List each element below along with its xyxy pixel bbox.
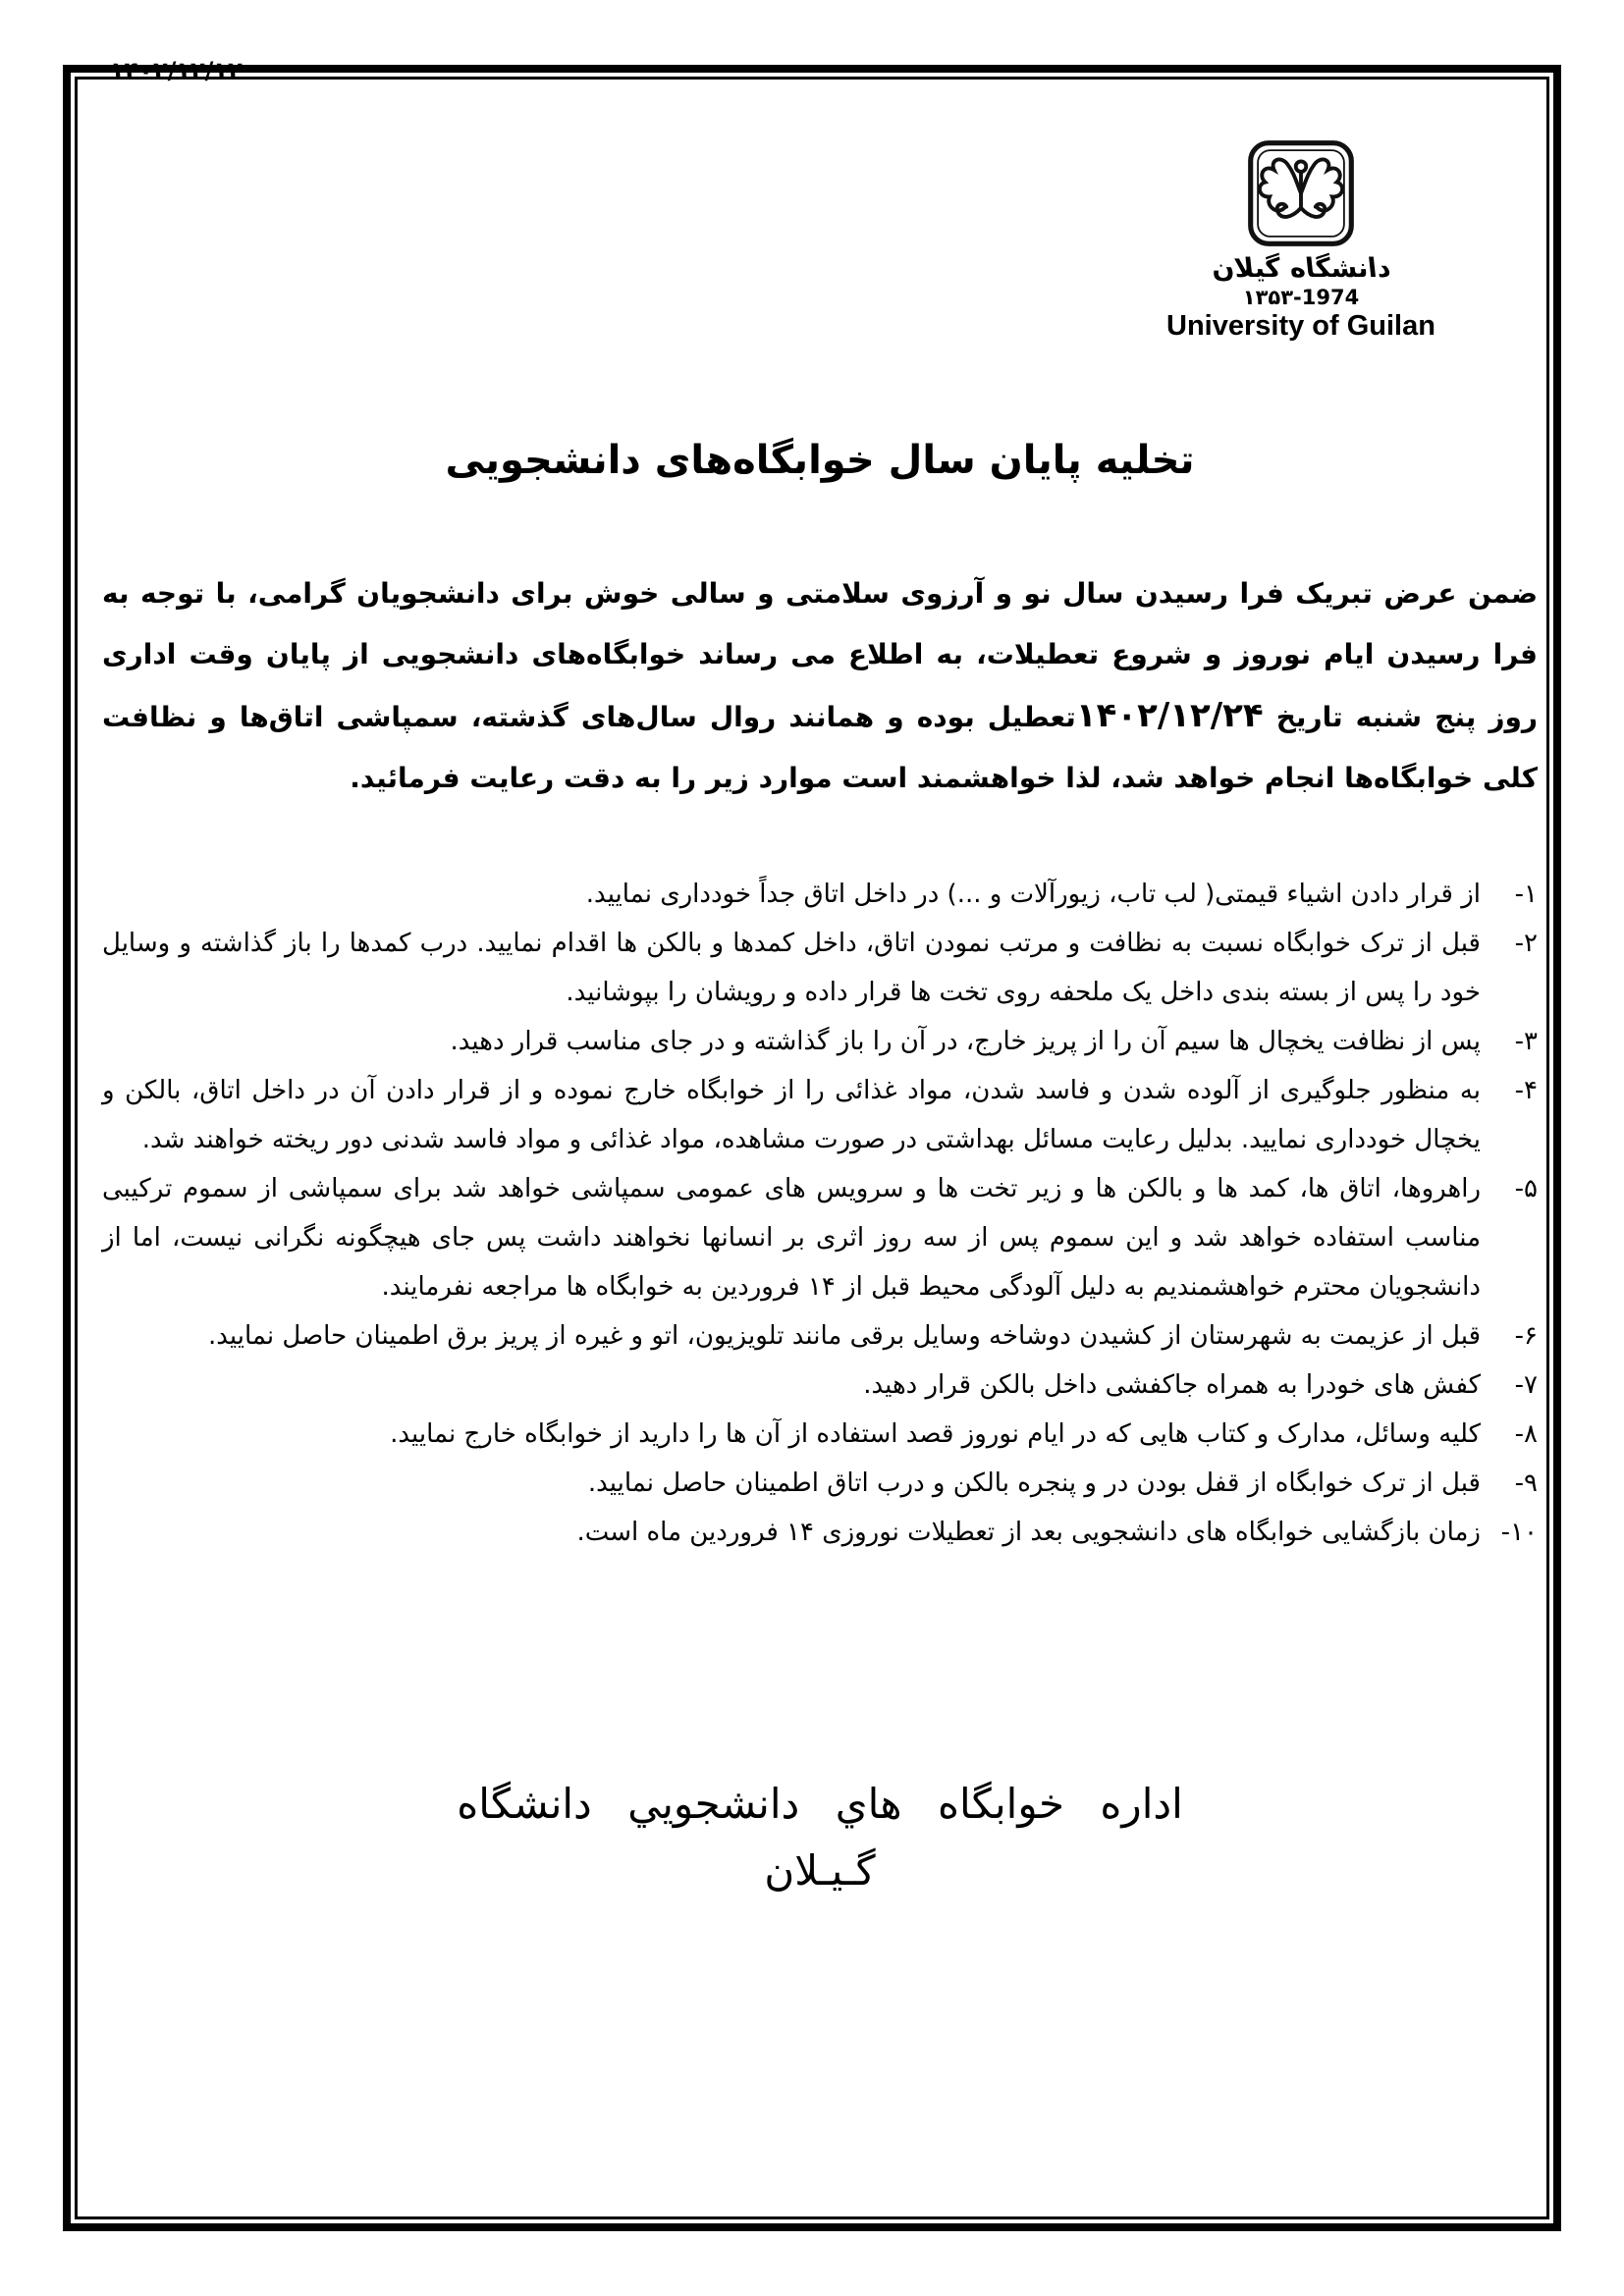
list-item-9	[102, 1459, 1538, 1508]
item-text: کلیه وسائل، مدارک و کتاب هایی که در ایام نوروز قصد استفاده از آن ها را دارید از خوابگاه خارج نمایید.	[390, 1419, 1481, 1449]
item-number: ۱۰-	[1500, 1518, 1538, 1547]
list-item-8	[102, 1410, 1538, 1459]
signature-city-name: گـيـلان	[764, 1846, 876, 1895]
item-number: ۹-	[1514, 1468, 1538, 1498]
item-text: راهروها، اتاق ها، کمد ها و بالکن ها و زیر تخت ها و سرویس های عمومی سمپاشی خواهد شد برای سمپاشی از سموم ترکیبی مناسب استفاده خواهد شد و این سموم پس از سه روز اثری بر انسانها نخواهند داشت پس جای هیچگونه نگرانی نیست، اما از دانشجویان محترم خواهشمندیم به دلیل آلودگی محیط قبل از ۱۴ فروردین به خوابگاه ها مراجعه نفرمایند.	[102, 1174, 1481, 1302]
document-title: تخلیه پایان سال خوابگاه‌های دانشجویی	[445, 438, 1195, 483]
university-logo	[1159, 137, 1443, 343]
item-text: از قرار دادن اشیاء قیمتی( لب تاب، زیورآلات و ...) در داخل اتاق جداً خودداری نمایید.	[585, 880, 1481, 909]
instructions-list	[102, 870, 1538, 1557]
item-text: پس از نظافت یخچال ها سیم آن را از پریز خارج، در آن را باز گذاشته و در جای مناسب قرار دهید.	[450, 1027, 1481, 1056]
university-emblem-icon	[1245, 137, 1357, 249]
logo-english-name: University of Guilan	[1166, 310, 1435, 342]
signature-block	[102, 1769, 1538, 1902]
dormitory-closure-date: ۱۴۰۲/۱۲/۲۴	[1075, 696, 1264, 735]
item-number: ۷-	[1514, 1370, 1538, 1400]
item-number: ۲-	[1514, 929, 1538, 958]
item-text: کفش های خودرا به همراه جاکفشی داخل بالکن قرار دهید.	[863, 1370, 1481, 1400]
list-item-10	[102, 1508, 1538, 1557]
list-item-5	[102, 1164, 1538, 1311]
item-number: ۳-	[1514, 1027, 1538, 1056]
logo-founding-years: ۱۳۵۳-1974	[1242, 286, 1360, 309]
intro-text-after-date: تعطیل بوده و همانند روال سال‌های گذشته، سمپاشی اتاق‌ها و نظافت کلی خوابگاه‌ها انجام خواهد شد، لذا خواهشمند است موارد زیر را به دقت رعایت فرمائید.	[102, 701, 1538, 794]
intro-paragraph	[102, 563, 1538, 809]
signature-office-name: اداره خوابگاه هاي دانشجويي دانشگاه	[457, 1780, 1183, 1828]
logo-persian-calligraphy: دانشگاه گیلان	[1210, 253, 1392, 284]
list-item-7	[102, 1361, 1538, 1410]
item-text: قبل از ترک خوابگاه از قفل بودن در و پنجره بالکن و درب اتاق اطمینان حاصل نمایید.	[587, 1468, 1481, 1498]
list-item-3	[102, 1017, 1538, 1066]
item-number: ۴-	[1514, 1076, 1538, 1105]
list-item-4	[102, 1066, 1538, 1164]
item-number: ۸-	[1514, 1419, 1538, 1449]
item-text: قبل از ترک خوابگاه نسبت به نظافت و مرتب نمودن اتاق، داخل کمدها و بالکن ها اقدام نمایید. درب کمدها را باز گذاشته و وسایل خود را پس از بسته بندی داخل یک ملحفه روی تخت ها قرار داده و رویشان را بپوشانید.	[102, 929, 1481, 1007]
list-item-2	[102, 919, 1538, 1017]
item-text: قبل از عزیمت به شهرستان از کشیدن دوشاخه وسایل برقی مانند تلویزیون، اتو و غیره از پریز برق اطمینان حاصل نمایید.	[207, 1321, 1481, 1351]
list-item-1	[102, 870, 1538, 919]
item-text: زمان بازگشایی خوابگاه های دانشجویی بعد از تعطیلات نوروزی ۱۴ فروردین ماه است.	[576, 1518, 1481, 1547]
item-text: به منظور جلوگیری از آلوده شدن و فاسد شدن، مواد غذائی را از خوابگاه خارج نموده و از قرار دادن آن در داخل اتاق، بالکن و یخچال خودداری نمایید. بدلیل رعایت مسائل بهداشتی در صورت مشاهده، مواد غذائی و مواد فاسد شدنی دور ریخته خواهند شد.	[102, 1076, 1481, 1154]
intro-text-before-date: ضمن عرض تبریک فرا رسیدن سال نو و آرزوی سلامتی و سالی خوش برای دانشجویان گرامی، با توجه به فرا رسیدن ایام نوروز و شروع تعطیلات، به اطلاع می رساند خوابگاه‌های دانشجویی از پایان وقت اداری روز پنج شنبه تاریخ	[102, 577, 1538, 733]
item-number: ۵-	[1514, 1174, 1538, 1203]
list-item-6	[102, 1311, 1538, 1361]
item-number: ۱-	[1514, 880, 1538, 909]
letter-date: ۱۴۰۲/۱۲/۱۲	[110, 57, 243, 84]
item-number: ۶-	[1514, 1321, 1538, 1351]
